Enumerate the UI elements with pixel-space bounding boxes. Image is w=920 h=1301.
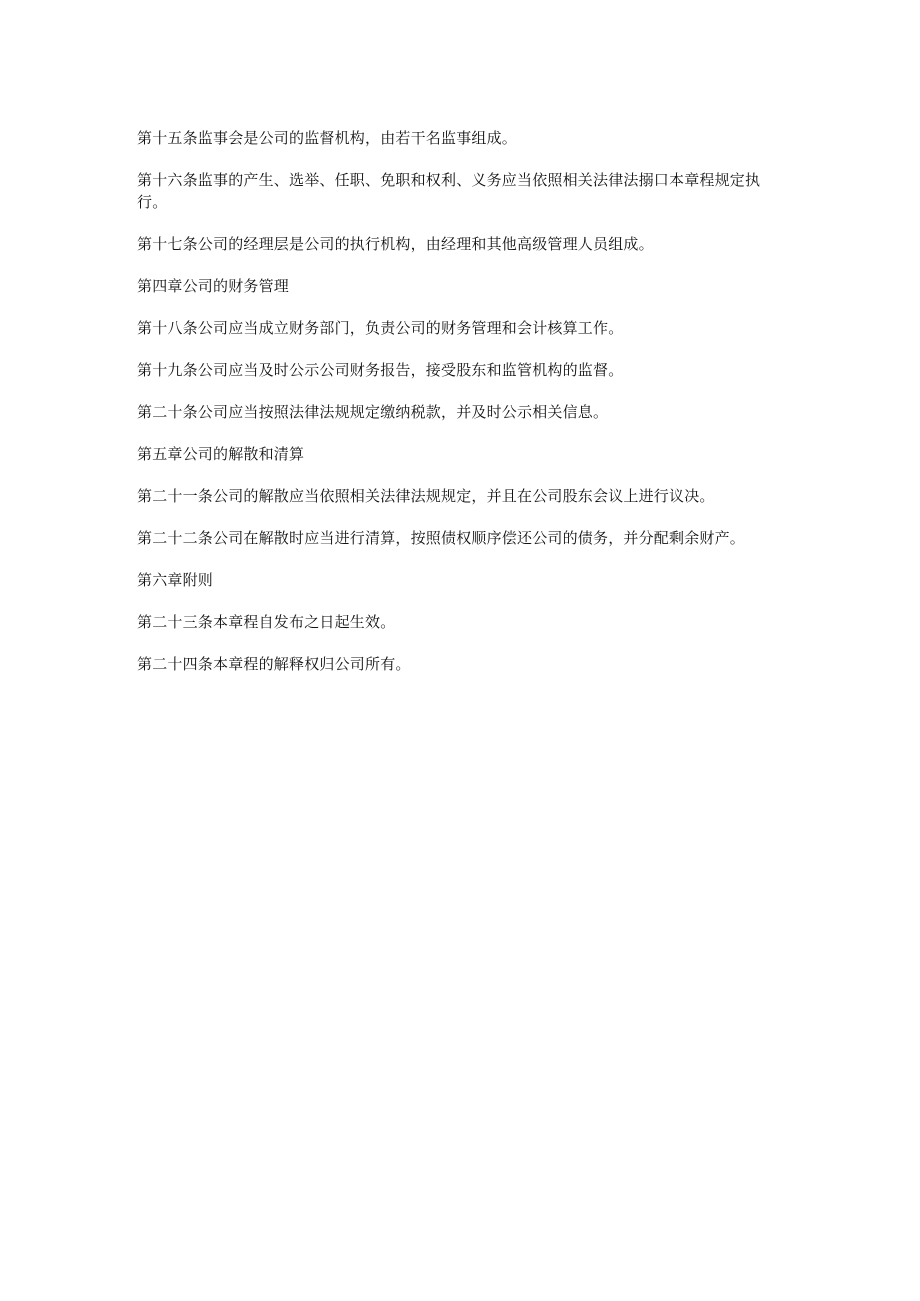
article-16: 第十六条监事的产生、选举、任职、免职和权利、义务应当依照相关法律法搦口本章程规定执行。 bbox=[137, 171, 761, 211]
article-18: 第十八条公司应当成立财务部门，负责公司的财务管理和会计核算工作。 bbox=[137, 319, 624, 337]
chapter-6-heading: 第六章附则 bbox=[137, 571, 214, 589]
article-23: 第二十三条本章程自发布之日起生效。 bbox=[137, 613, 396, 631]
article-22: 第二十二条公司在解散时应当进行清算，按照债权顺序偿还公司的债务，并分配剩余财产。 bbox=[137, 529, 746, 547]
article-21: 第二十一条公司的解散应当依照相关法律法规规定，并且在公司股东会议上进行议决。 bbox=[137, 487, 715, 505]
article-17: 第十七条公司的经理层是公司的执行机构，由经理和其他高级管理人员组成。 bbox=[137, 235, 654, 253]
document-body bbox=[137, 127, 797, 695]
article-15: 第十五条监事会是公司的监督机构，由若干名监事组成。 bbox=[137, 129, 518, 147]
article-19: 第十九条公司应当及时公示公司财务报告，接受股东和监管机构的监督。 bbox=[137, 361, 624, 379]
article-20: 第二十条公司应当按照法律法规规定缴纳税款，并及时公示相关信息。 bbox=[137, 403, 609, 421]
chapter-5-heading: 第五章公司的解散和清算 bbox=[137, 445, 305, 463]
article-24: 第二十四条本章程的解释权归公司所有。 bbox=[137, 655, 411, 673]
chapter-4-heading: 第四章公司的财务管理 bbox=[137, 277, 290, 295]
